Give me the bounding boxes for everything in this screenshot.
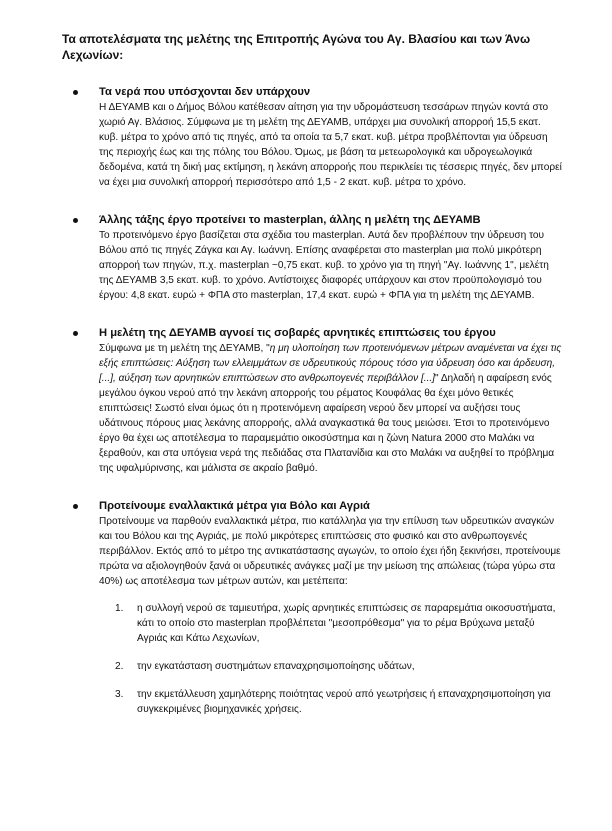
section-negative-impacts [62, 326, 562, 476]
list-item [115, 687, 562, 717]
bullet-icon [73, 90, 78, 95]
list-item [115, 601, 562, 646]
body-text-after-quote: " Δηλαδή η αφαίρεση ενός μεγάλου όγκου νερού από την λεκάνη απορροής του ρέματος Κουφάλας θα έχει μόνο θετικές επιπτώσεις! Σωστό είναι όμως ότι η προτεινόμενη αφαίρεση νερού δεν μπορεί να αυξήσει τους υδάτινους πόρους μιας λεκάνης απορροής, αλλά αναγκαστικά θα τους μειώσει. Έτσι το προτεινόμενο έργο θα έχει ως αποτέλεσμα το παραμεμάτιο οικοσύστημα και η ζώνη Natura 2000 στο Μαλάκι να ξεραθούν, και στα υπόγεια νερά της πεδιάδας στα Πλατανίδια και στο Μαλάκι να αυξηθεί το πρόβλημα της υφαλμύρινσης, και μάλιστα σε ακραίο βαθμό. [99, 373, 555, 474]
list-item-number: 3. [115, 689, 124, 700]
section-alternative-measures [62, 499, 562, 717]
bullet-icon [73, 504, 78, 509]
list-item-text: την εκμετάλλευση χαμηλότερης ποιότητας νερού από γεωτρήσεις ή επαναχρησιμοποίηση για συγκεκριμένες βιομηχανικές χρήσεις. [137, 689, 551, 715]
list-item [115, 659, 562, 674]
list-item-number: 2. [115, 661, 124, 672]
section-waters-do-not-exist [62, 85, 562, 190]
section-body: Η ΔΕΥΑΜΒ και ο Δήμος Βόλου κατέθεσαν αίτηση για την υδρομάστευση τεσσάρων πηγών κοντά στο χωριό Αγ. Βλάσιος. Σύμφωνα με τη μελέτη της ΔΕΥΑΜΒ, υπάρχει μια συνολική απορροή 15,5 εκατ. κυβ. μέτρα το χρόνο από τις πηγές, από τα οποία τα 5,7 εκατ. κυβ. μέτρα προβλέπονται για ύδρευση της περιοχής έως και της πόλης του Βόλου. Όμως, με βάση τα μετεωρολογικά και υδρογεωλογικά δεδομένα, κατά τη δική μας εκτίμηση, η λεκάνη απορροής που περικλείει τις τέσσερις πηγές, δεν μπορεί να έχει μια συνολική απορροή περισσότερο από 1,5 - 2 εκατ. κυβ. μέτρα το χρόνο. [99, 102, 562, 188]
section-heading: Προτείνουμε εναλλακτικά μέτρα για Βόλο και Αγριά [99, 500, 370, 512]
measures-list [99, 601, 562, 717]
section-heading: Άλλης τάξης έργο προτείνει το masterplan, άλλης η μελέτη της ΔΕΥΑΜΒ [99, 214, 481, 226]
bullet-icon [73, 331, 78, 336]
section-body: Το προτεινόμενο έργο βασίζεται στα σχέδια του masterplan. Αυτά δεν προβλέπουν την ύδρευση του Βόλου από τις πηγές Ζάγκα και Αγ. Ιωάννη. Επίσης αναφέρεται στο masterplan μια πολύ μικρότερη απορροή των πηγών, π.χ. masterplan ~0,75 εκατ. κυβ. το χρόνο για τη πηγή "Αγ. Ιωάννης 1", μελέτη της ΔΕΥΑΜΒ 3,5 εκατ. κυβ. το χρόνο. Αντίστοιχες διαφορές υπάρχουν και στον προϋπολογισμό του έργου: 4,8 εκατ. ευρώ + ΦΠΑ στο masterplan, 17,4 εκατ. ευρώ + ΦΠΑ για τη μελέτη της ΔΕΥΑΜΒ. [99, 230, 549, 301]
list-item-number: 1. [115, 603, 124, 614]
list-item-text: την εγκατάσταση συστημάτων επαναχρησιμοποίησης υδάτων, [137, 661, 415, 672]
list-item-text: η συλλογή νερού σε ταμιευτήρα, χωρίς αρνητικές επιπτώσεις σε παραρεμάτια οικοσυστήματα, κάτι το οποίο στο masterplan προβλέπεται "μεσοπρόθεσμα" για το ρέμα Βρύχωνα μεταξύ Αγριάς και Κάτω Λεχωνίων, [137, 603, 556, 644]
body-text-before-quote: Σύμφωνα με τη μελέτη της ΔΕΥΑΜΒ, " [99, 343, 270, 354]
section-body: Προτείνουμε να παρθούν εναλλακτικά μέτρα, πιο κατάλληλα για την επίλυση των υδρευτικών αναγκών και του Βόλου και της Αγριάς, με πολύ μικρότερες επιπτώσεις στο φυσικό και στο ανθρωπογενές περιβάλλον. Εκτός από το μέτρο της αντικατάστασης αγωγών, το οποίο έχει ήδη ξεκινήσει, προτείνουμε πρώτα να αξιολογηθούν ξανά οι υδρευτικές ανάγκες μαζί με την μείωση της απώλειας (τώρα γύρω στα 40%) ως αποτέλεσμα των μέτρων αυτών, και μετέπειτα: [99, 516, 561, 587]
bullet-icon [73, 218, 78, 223]
section-heading: Τα νερά που υπόσχονται δεν υπάρχουν [99, 86, 311, 98]
document-title: Τα αποτελέσματα της μελέτης της Επιτροπής Αγώνα του Αγ. Βλασίου και των Άνω Λεχωνίων: [62, 32, 531, 62]
section-masterplan-vs-study [62, 213, 562, 303]
section-heading: Η μελέτη της ΔΕΥΑΜΒ αγνοεί τις σοβαρές αρνητικές επιπτώσεις του έργου [99, 327, 496, 339]
study-quote: η μη υλοποίηση των προτεινόμενων μέτρων αναμένεται να έχει τις εξής επιπτώσεις: Αύξηση των ελλειμμάτων σε υδρευτικούς πόρους τόσο για ύδρευση όσο και άρδευση, [...], αύξηση των αρνητικών επιπτώσεων στο ανθρωπογενές περιβάλλον [...] [99, 343, 562, 384]
section-body [99, 341, 562, 476]
